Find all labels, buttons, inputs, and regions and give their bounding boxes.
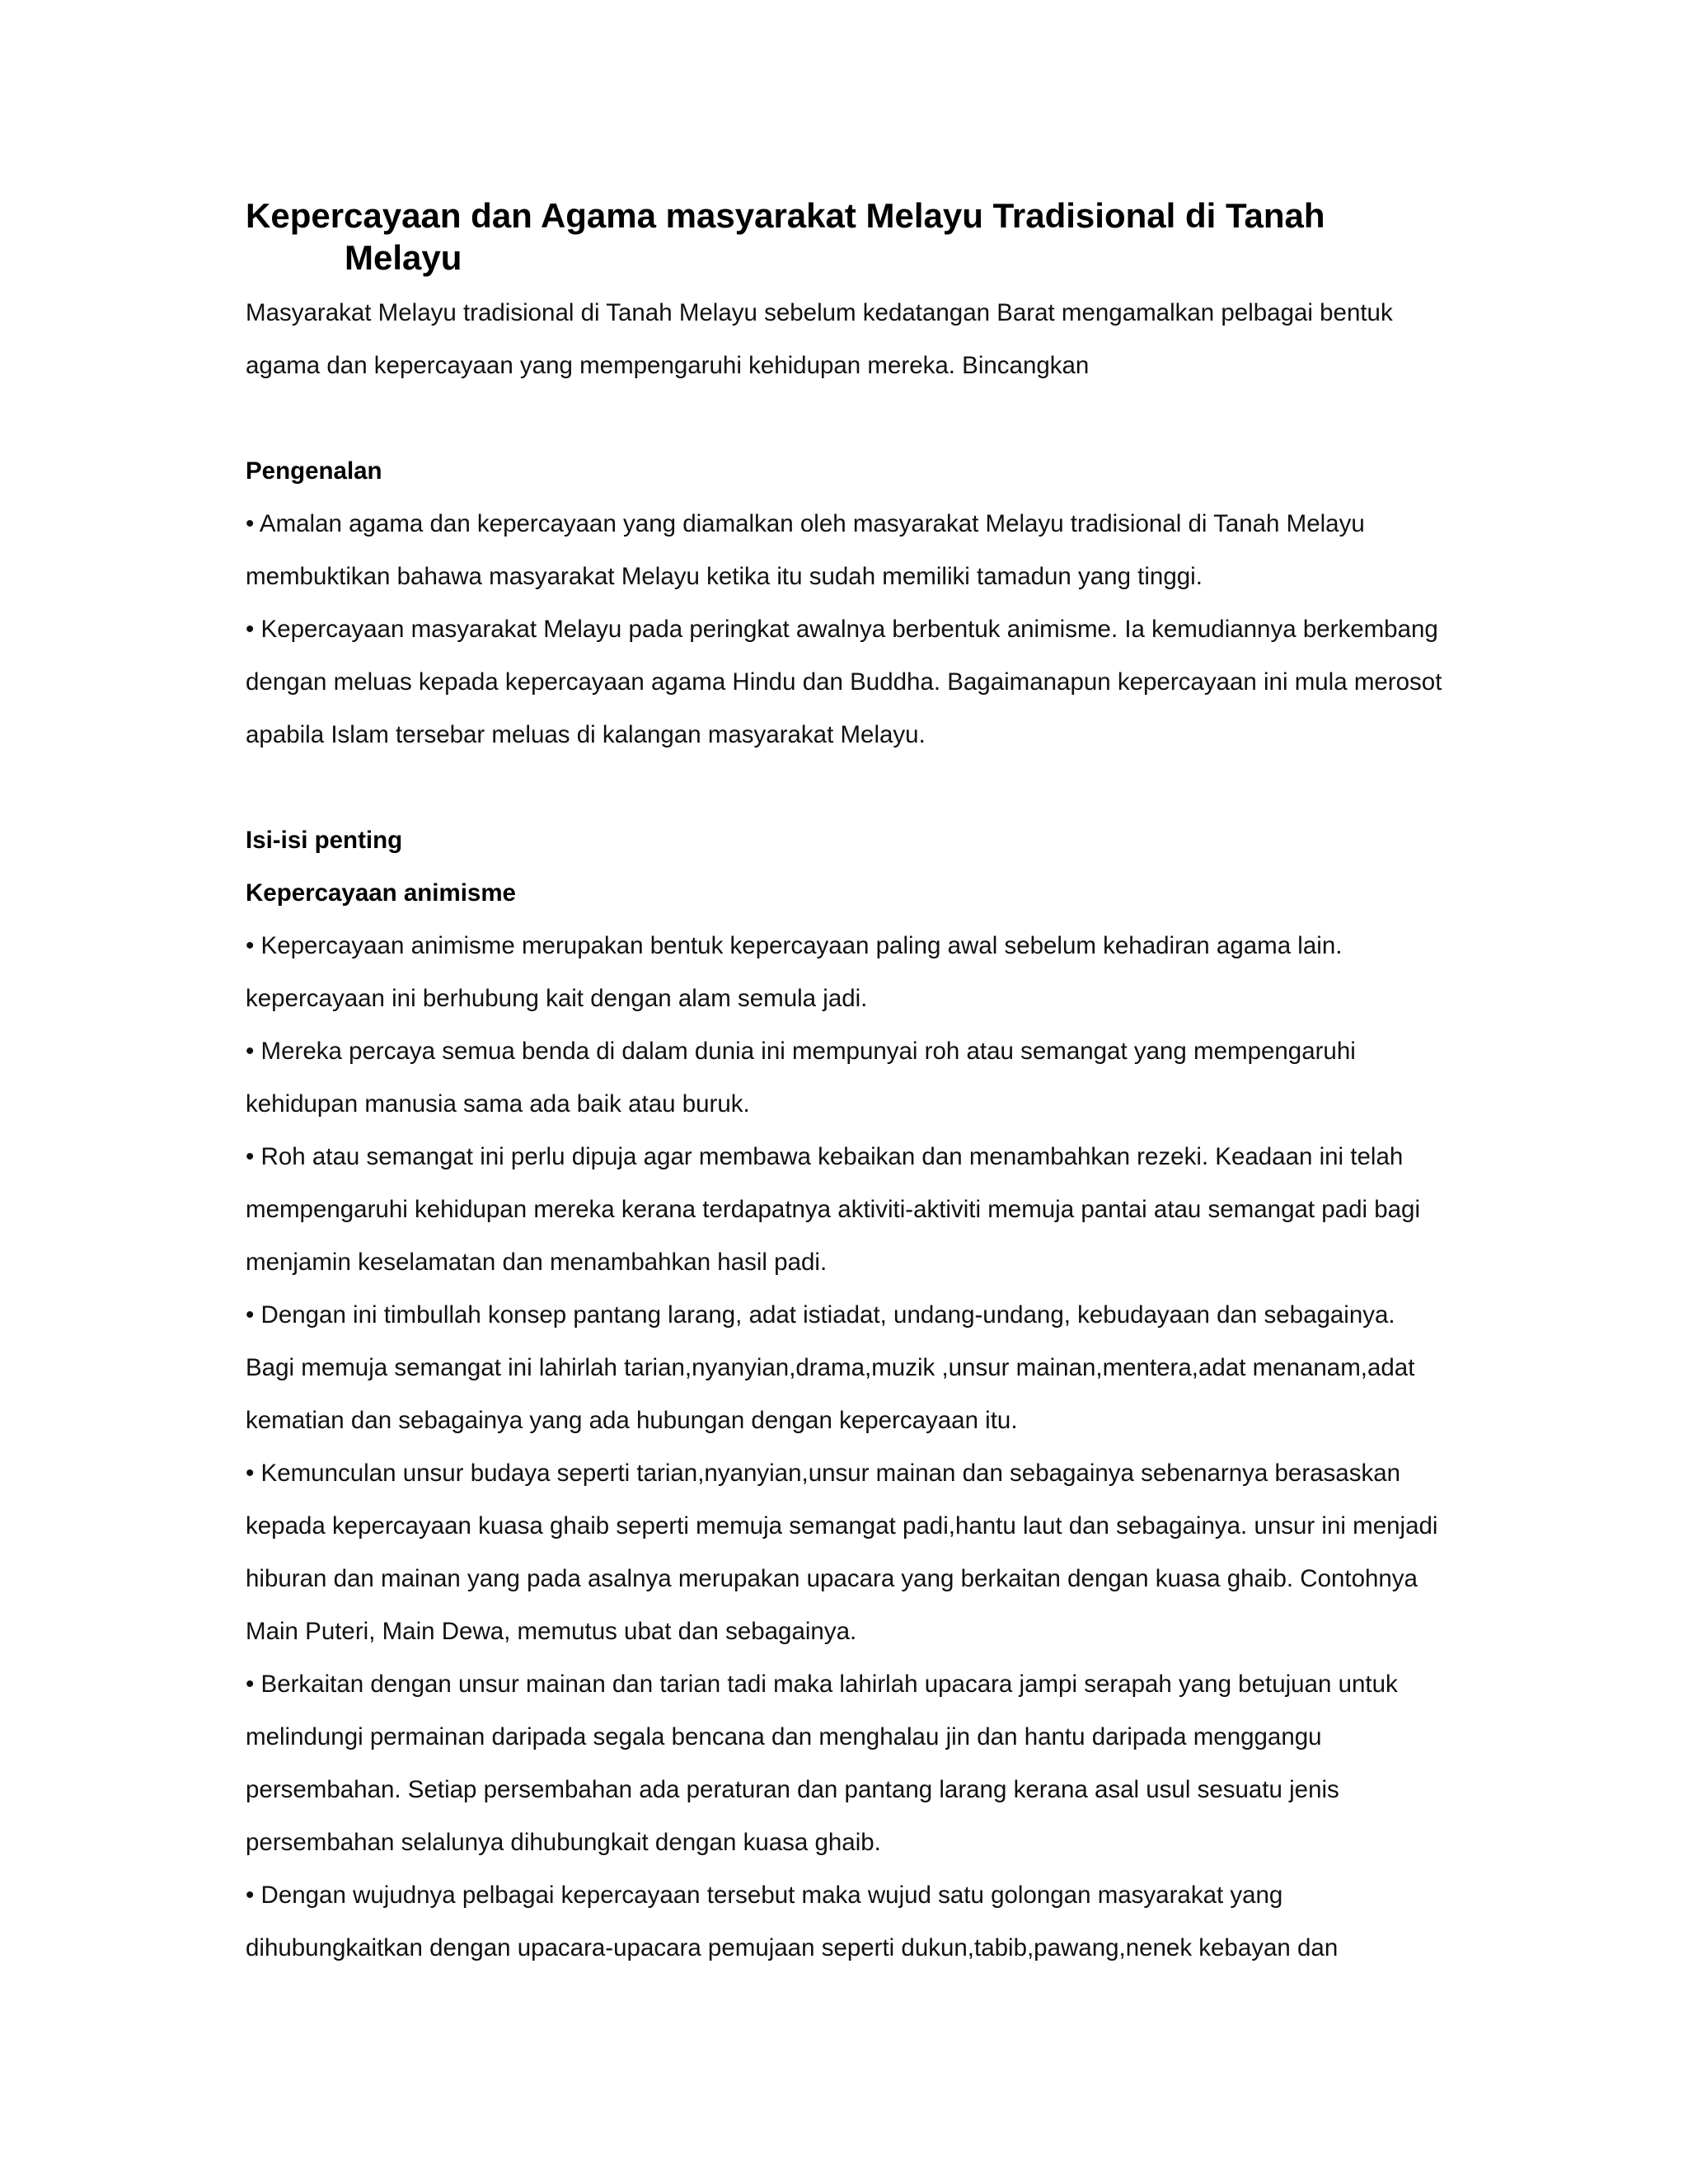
essay-question: Masyarakat Melayu tradisional di Tanah Melayu sebelum kedatangan Barat mengamalkan pelbagai bentuk agama dan kepercayaan yang mempengaruhi kehidupan mereka. Bincangkan (246, 299, 1393, 379)
bullet-point: • Mereka percaya semua benda di dalam dunia ini mempunyai roh atau semangat yang mempengaruhi kehidupan manusia sama ada baik atau buruk. (246, 1038, 1356, 1118)
section-heading-isi-penting: Isi-isi penting (246, 827, 403, 854)
section-heading-pengenalan: Pengenalan (246, 457, 382, 485)
document-title: Kepercayaan dan Agama masyarakat Melayu Tradisional di Tanah Melayu (246, 196, 1325, 277)
section-spacer (246, 392, 1442, 445)
section-spacer (246, 762, 1442, 814)
document-body (246, 194, 1442, 1975)
bullet-point: • Kepercayaan masyarakat Melayu pada peringkat awalnya berbentuk animisme. Ia kemudiannya berkembang dengan meluas kepada kepercayaan agama Hindu dan Buddha. Bagaimanapun kepercayaan ini mula merosot apabila Islam tersebar meluas di kalangan masyarakat Melayu. (246, 616, 1442, 748)
subheading-animisme: Kepercayaan animisme (246, 879, 516, 907)
bullet-point: • Kepercayaan animisme merupakan bentuk kepercayaan paling awal sebelum kehadiran agama lain. kepercayaan ini berhubung kait dengan alam semula jadi. (246, 932, 1343, 1012)
bullet-point: • Berkaitan dengan unsur mainan dan tarian tadi maka lahirlah upacara jampi serapah yang betujuan untuk melindungi permainan daripada segala bencana dan menghalau jin dan hantu daripada menggangu persembahan. Setiap persembahan ada peraturan dan pantang larang kerana asal usul sesuatu jenis persembahan selalunya dihubungkait dengan kuasa ghaib. (246, 1671, 1398, 1856)
bullet-point: • Dengan ini timbullah konsep pantang larang, adat istiadat, undang-undang, kebudayaan dan sebagainya. Bagi memuja semangat ini lahirlah tarian,nyanyian,drama,muzik ,unsur mainan,mentera,adat menanam,adat kematian dan sebagainya yang ada hubungan dengan kepercayaan itu. (246, 1301, 1415, 1434)
bullet-point: • Kemunculan unsur budaya seperti tarian,nyanyian,unsur mainan dan sebagainya sebenarnya berasaskan kepada kepercayaan kuasa ghaib seperti memuja semangat padi,hantu laut dan sebagainya. unsur ini menjadi hiburan dan mainan yang pada asalnya merupakan upacara yang berkaitan dengan kuasa ghaib. Contohnya Main Puteri, Main Dewa, memutus ubat dan sebagainya. (246, 1460, 1438, 1645)
bullet-point: • Roh atau semangat ini perlu dipuja agar membawa kebaikan dan menambahkan rezeki. Keadaan ini telah mempengaruhi kehidupan mereka kerana terdapatnya aktiviti-aktiviti memuja pantai atau semangat padi bagi menjamin keselamatan dan menambahkan hasil padi. (246, 1143, 1421, 1276)
bullet-point: • Amalan agama dan kepercayaan yang diamalkan oleh masyarakat Melayu tradisional di Tanah Melayu membuktikan bahawa masyarakat Melayu ketika itu sudah memiliki tamadun yang tinggi. (246, 510, 1365, 590)
bullet-point: • Dengan wujudnya pelbagai kepercayaan tersebut maka wujud satu golongan masyarakat yang dihubungkaitkan dengan upacara-upacara pemujaan seperti dukun,tabib,pawang,nenek kebayan dan (246, 1882, 1339, 1961)
